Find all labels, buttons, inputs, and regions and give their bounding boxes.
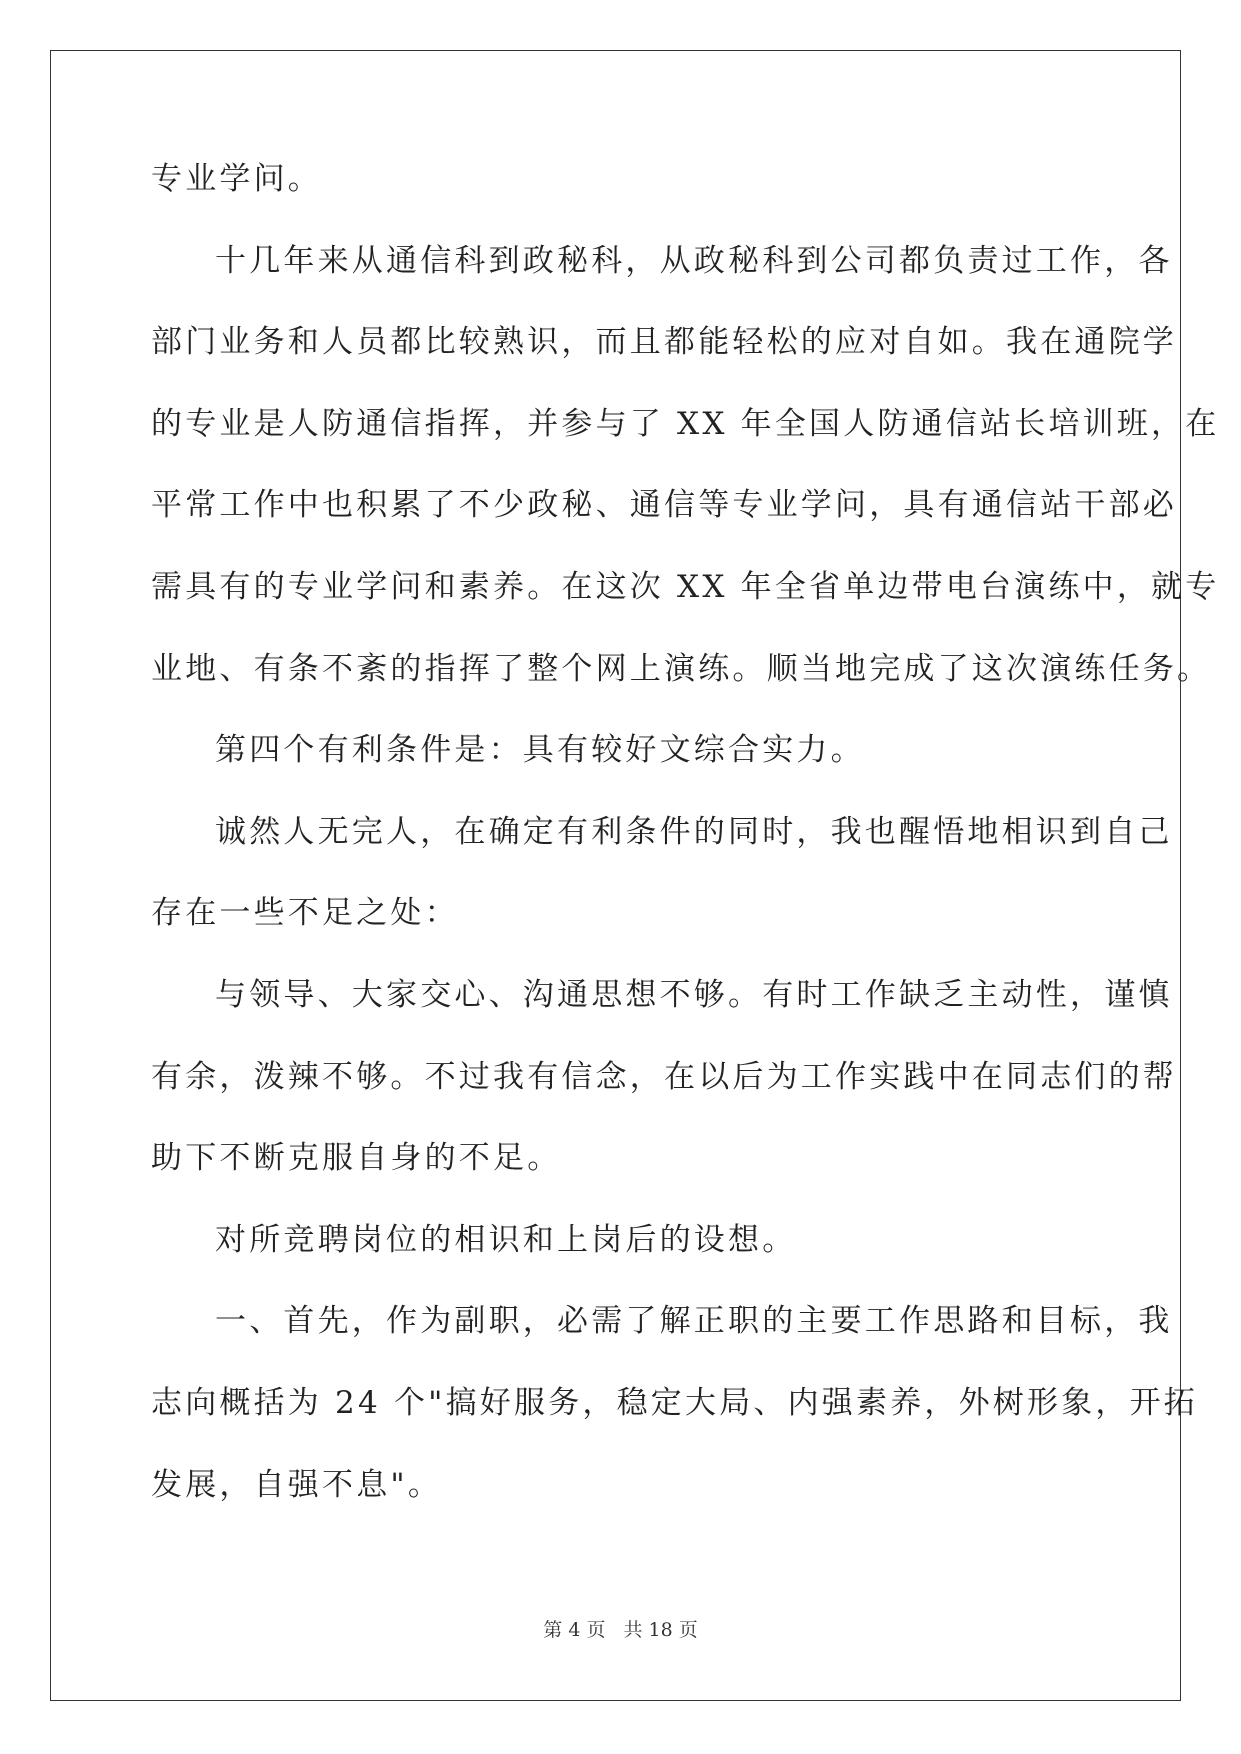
text-line: 与领导、大家交心、沟通思想不够。有时工作缺乏主动性，谨慎 (215, 976, 1173, 1013)
text-line: 专业学问。 (151, 161, 322, 197)
text-line: 业地、有条不紊的指挥了整个网上演练。顺当地完成了这次演练任务。 (151, 650, 1212, 687)
text-line: 助下不断克服自身的不足。 (151, 1140, 562, 1177)
page-total: 共 18 页 (623, 1619, 698, 1641)
text-line: 有余，泼辣不够。不过我有信念，在以后为工作实践中在同志们的帮 (151, 1058, 1177, 1095)
text-line: 第四个有利条件是：具有较好文综合实力。 (215, 732, 865, 769)
text-line: 十几年来从通信科到政秘科，从政秘科到公司都负责过工作，各 (215, 242, 1173, 279)
text-line: 诚然人无完人，在确定有利条件的同时，我也醒悟地相识到自己 (215, 813, 1173, 850)
page-number: 第 4 页 (543, 1619, 606, 1641)
text-line: 存在一些不足之处： (151, 895, 459, 932)
text-line: 对所竞聘岗位的相识和上岗后的设想。 (215, 1221, 797, 1258)
text-line: 平常工作中也积累了不少政秘、通信等专业学问，具有通信站干部必 (151, 487, 1177, 524)
text-line: 一、首先，作为副职，必需了解正职的主要工作思路和目标，我 (215, 1303, 1173, 1340)
text-line: 的专业是人防通信指挥，并参与了 XX 年全国人防通信站长培训班，在 (151, 405, 1220, 442)
text-line: 需具有的专业学问和素养。在这次 XX 年全省单边带电台演练中，就专 (151, 568, 1220, 605)
document-body (151, 151, 1220, 1538)
text-line: 部门业务和人员都比较熟识，而且都能轻松的应对自如。我在通院学 (151, 324, 1177, 361)
text-line: 志向概括为 24 个"搞好服务，稳定大局、内强素养，外树形象，开拓 (151, 1384, 1199, 1421)
page-footer (0, 1615, 1241, 1642)
text-line: 发展，自强不息"。 (151, 1466, 443, 1503)
